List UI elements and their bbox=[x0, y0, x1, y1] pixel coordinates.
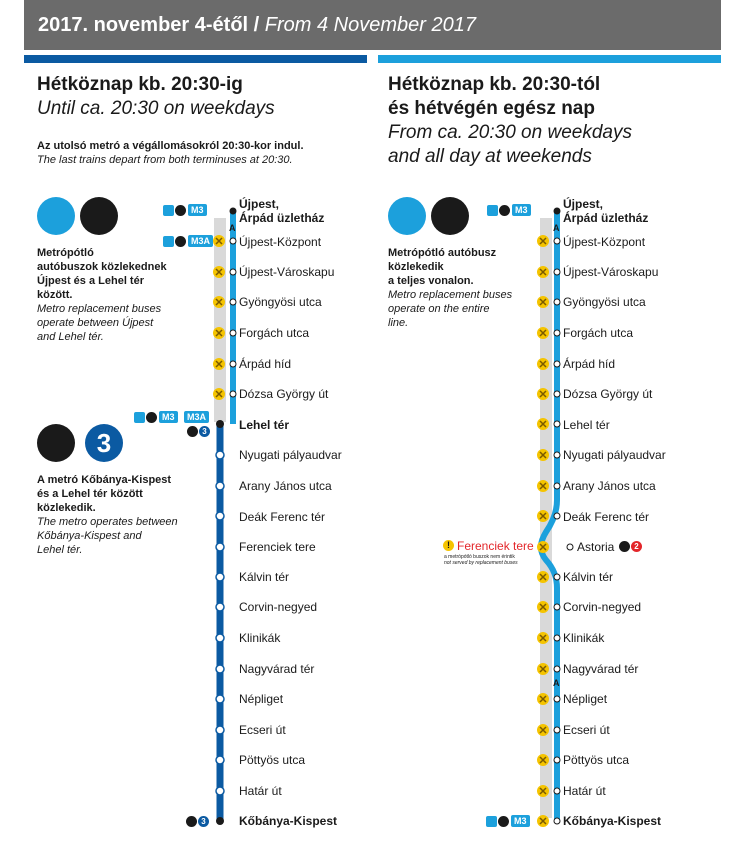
stop-marker bbox=[230, 391, 236, 397]
tag-m3a: M3A bbox=[188, 235, 213, 247]
station-label: Újpest-Központ bbox=[563, 235, 646, 249]
stop-marker bbox=[554, 727, 560, 733]
station-marker bbox=[216, 665, 224, 673]
station-marker bbox=[216, 634, 224, 642]
right-heading-hu-2: és hétvégén egész nap bbox=[388, 98, 595, 119]
station-label: Nyugati pályaudvar bbox=[239, 448, 342, 462]
station-label: Határ út bbox=[563, 784, 606, 798]
station-marker bbox=[216, 543, 224, 551]
stop-marker bbox=[554, 361, 560, 367]
left-bus-note-en-3: and Lehel tér. bbox=[37, 331, 104, 343]
stop-marker bbox=[230, 361, 236, 367]
station-astoria: Astoria bbox=[577, 540, 615, 554]
stop-marker bbox=[554, 635, 560, 641]
right-bus-note-hu-3: a teljes vonalon. bbox=[388, 275, 474, 287]
stop-marker bbox=[554, 574, 560, 580]
station-ujpest-arpad-1: Újpest, bbox=[239, 197, 280, 211]
stop-marker bbox=[554, 696, 560, 702]
station-label: Nagyvárad tér bbox=[239, 662, 315, 676]
station-label: Ferenciek tere bbox=[239, 540, 316, 554]
station-marker bbox=[216, 756, 224, 764]
right-bus-note-en-3: line. bbox=[388, 317, 409, 329]
station-marker bbox=[216, 482, 224, 490]
station-label: Népliget bbox=[563, 692, 608, 706]
station-marker bbox=[216, 695, 224, 703]
warning-icon: ! bbox=[443, 540, 454, 551]
station-label: Kálvin tér bbox=[563, 570, 614, 584]
stop-marker bbox=[554, 788, 560, 794]
right-bus-note-hu-1: Metrópótló autóbusz bbox=[388, 247, 497, 259]
left-bus-note-en-1: Metro replacement buses bbox=[37, 303, 162, 315]
station-label: Újpest-Városkapu bbox=[239, 265, 335, 279]
ferenciek-sub-en: not served by replacement buses bbox=[444, 560, 518, 566]
interchange-marker bbox=[216, 420, 224, 428]
station-marker bbox=[216, 573, 224, 581]
station-label: Nagyvárad tér bbox=[563, 662, 639, 676]
left-metro-note-en-3: Lehel tér. bbox=[37, 544, 83, 556]
tag-m3: M3 bbox=[511, 815, 530, 827]
bus-icon bbox=[486, 816, 497, 827]
left-heading-en: Until ca. 20:30 on weekdays bbox=[37, 98, 275, 119]
metro-icon bbox=[146, 412, 157, 423]
left-metro-note-en-1: The metro operates between bbox=[37, 516, 178, 528]
station-label: Kőbánya-Kispest bbox=[239, 814, 338, 828]
station-label: Kőbánya-Kispest bbox=[563, 814, 662, 828]
station-label: Forgách utca bbox=[239, 326, 310, 340]
left-bus-note-hu-3: Újpest és a Lehel tér bbox=[37, 275, 144, 287]
right-bus-note-hu-2: közlekedik bbox=[388, 261, 444, 273]
station-label: Klinikák bbox=[563, 631, 605, 645]
right-bus-note-en-1: Metro replacement buses bbox=[388, 289, 513, 301]
banner-title-en: From 4 November 2017 bbox=[264, 14, 476, 36]
station-ujpest-arpad-1: Újpest, bbox=[563, 197, 604, 211]
banner-title-hu: 2017. november 4-étől bbox=[38, 14, 249, 36]
stop-marker bbox=[554, 604, 560, 610]
station-label: Ecseri út bbox=[563, 723, 610, 737]
line-3-badge: 3 bbox=[85, 424, 123, 462]
station-label: Deák Ferenc tér bbox=[239, 510, 326, 524]
stop-marker bbox=[554, 452, 560, 458]
metro-icon bbox=[186, 816, 197, 827]
stop-marker bbox=[554, 666, 560, 672]
station-label: Dózsa György út bbox=[563, 387, 653, 401]
stop-marker bbox=[230, 269, 236, 275]
left-bus-note-hu-1: Metrópótló bbox=[37, 247, 94, 259]
station-label: Árpád híd bbox=[563, 357, 616, 371]
station-label: Gyöngyösi utca bbox=[239, 295, 322, 309]
station-marker bbox=[216, 512, 224, 520]
station-label: Lehel tér bbox=[563, 418, 610, 432]
ferenciek-sub-hu: a metrópótló buszok nem érintik bbox=[444, 554, 515, 560]
station-marker bbox=[216, 787, 224, 795]
metro-icon bbox=[619, 541, 630, 552]
metro-icon bbox=[187, 426, 198, 437]
stop-marker bbox=[554, 269, 560, 275]
left-metro-note-hu-3: közlekedik. bbox=[37, 502, 96, 514]
left-metro-note-en-2: Kőbánya-Kispest and bbox=[37, 530, 142, 542]
left-metro-note-hu-2: és a Lehel tér között bbox=[37, 488, 143, 500]
left-bus-note-hu-4: között. bbox=[37, 289, 73, 301]
station-label: Arany János utca bbox=[239, 479, 332, 493]
stop-marker bbox=[230, 238, 236, 244]
station-label: Corvin-negyed bbox=[563, 600, 642, 614]
station-label: Klinikák bbox=[239, 631, 281, 645]
terminus-marker bbox=[554, 208, 561, 215]
metro-icon bbox=[175, 205, 186, 216]
station-label: Ecseri út bbox=[239, 723, 286, 737]
right-heading-en-2: and all day at weekends bbox=[388, 146, 592, 167]
stop-marker bbox=[554, 421, 560, 427]
line-3-mini: 3 bbox=[199, 426, 210, 437]
terminus-marker bbox=[216, 817, 224, 825]
line-3-mini: 3 bbox=[198, 816, 209, 827]
bus-icon bbox=[487, 205, 498, 216]
stop-marker bbox=[554, 757, 560, 763]
stop-marker bbox=[230, 330, 236, 336]
stop-marker bbox=[554, 513, 560, 519]
bus-icon bbox=[163, 236, 174, 247]
station-label: Dózsa György út bbox=[239, 387, 329, 401]
station-label: Újpest-Központ bbox=[239, 235, 322, 249]
left-bus-note-en-2: operate between Újpest bbox=[37, 317, 154, 329]
station-label: Corvin-negyed bbox=[239, 600, 318, 614]
banner-separator: / bbox=[253, 14, 260, 36]
tag-a: A bbox=[553, 678, 560, 688]
stop-marker bbox=[554, 238, 560, 244]
station-label: Határ út bbox=[239, 784, 282, 798]
right-heading-hu-1: Hétköznap kb. 20:30-tól bbox=[388, 74, 601, 95]
tag-m3: M3 bbox=[512, 204, 531, 216]
tag-a: A bbox=[553, 223, 560, 233]
line-2-mini: 2 bbox=[631, 541, 642, 552]
stop-marker bbox=[554, 299, 560, 305]
station-label: Pöttyös utca bbox=[563, 753, 630, 767]
station-label: Deák Ferenc tér bbox=[563, 510, 650, 524]
terminus-marker bbox=[230, 208, 237, 215]
tag-m3: M3 bbox=[159, 411, 178, 423]
ferenciek-warning: Ferenciek tere bbox=[457, 539, 534, 553]
bus-icon bbox=[134, 412, 145, 423]
metro-icon bbox=[175, 236, 186, 247]
tag-a: A bbox=[229, 223, 236, 233]
metro-icon bbox=[498, 816, 509, 827]
station-label: Nyugati pályaudvar bbox=[563, 448, 666, 462]
station-marker bbox=[216, 726, 224, 734]
left-metro-note-hu-1: A metró Kőbánya-Kispest bbox=[37, 474, 172, 486]
station-marker bbox=[216, 451, 224, 459]
stop-marker bbox=[554, 391, 560, 397]
tag-m3a: M3A bbox=[184, 411, 209, 423]
station-label: Forgách utca bbox=[563, 326, 634, 340]
station-ujpest-arpad-2: Árpád üzletház bbox=[239, 211, 325, 225]
right-bus-note-en-2: operate on the entire bbox=[388, 303, 490, 315]
left-bus-note-hu-2: autóbuszok közlekednek bbox=[37, 261, 167, 273]
stop-marker bbox=[554, 818, 560, 824]
right-heading-en-1: From ca. 20:30 on weekdays bbox=[388, 122, 632, 143]
stop-marker bbox=[554, 330, 560, 336]
station-label: Kálvin tér bbox=[239, 570, 290, 584]
station-label: Pöttyös utca bbox=[239, 753, 306, 767]
bus-icon bbox=[163, 205, 174, 216]
station-label: Árpád híd bbox=[239, 357, 292, 371]
metro-icon bbox=[499, 205, 510, 216]
station-label: Újpest-Városkapu bbox=[563, 265, 659, 279]
left-heading-hu: Hétköznap kb. 20:30-ig bbox=[37, 74, 243, 95]
stop-marker bbox=[554, 483, 560, 489]
station-marker bbox=[216, 603, 224, 611]
station-label: Lehel tér bbox=[239, 418, 290, 432]
tag-m3: M3 bbox=[188, 204, 207, 216]
left-note-en: The last trains depart from both terminuses at 20:30. bbox=[37, 154, 293, 166]
station-ujpest-arpad-2: Árpád üzletház bbox=[563, 211, 649, 225]
station-label: Népliget bbox=[239, 692, 284, 706]
left-note-hu: Az utolsó metró a végállomásokról 20:30-kor indul. bbox=[37, 140, 304, 152]
stop-marker bbox=[230, 299, 236, 305]
astoria-stop-marker bbox=[567, 544, 573, 550]
station-label: Arany János utca bbox=[563, 479, 656, 493]
station-label: Gyöngyösi utca bbox=[563, 295, 646, 309]
